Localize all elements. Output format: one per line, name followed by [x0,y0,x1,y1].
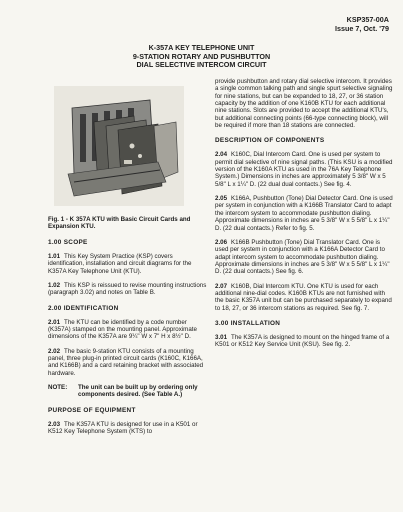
paragraph-2-05 [215,195,393,232]
paragraph-3-01 [215,334,393,349]
paragraph-number: 2.05 [215,195,228,203]
left-column [48,86,208,442]
figure-caption: Fig. 1 - K 357A KTU with Basic Circuit Cards and Expansion KTU. [48,216,191,231]
note-text: The unit can be built up by ordering only components desired. (See Table A.) [78,383,198,399]
paragraph-1-01 [48,253,208,275]
paragraph-2-01 [48,319,208,341]
right-column [215,78,393,356]
paragraph-2-03 [48,421,208,436]
issue-date: Issue 7, Oct. '79 [334,23,389,33]
title-line-3: DIAL SELECTIVE INTERCOM CIRCUIT [136,60,267,69]
paragraph-2-02 [48,348,208,377]
paragraph-text: The basic 9-station KTU consists of a mounting panel, three plug-in printed circuit cards (K160C, K166A, and K166B) and a card retaining bracket with associated hardware. [48,347,204,377]
paragraph-number: 2.06 [215,238,228,246]
paragraph-number: 3.01 [215,333,228,341]
paragraph-1-02 [48,282,208,297]
paragraph-text: The KTU can be identified by a code number (K357A) stamped on the mounting panel. Approximate dimensions of the K357A are 9¼" W x 7" H x 8½" D. [48,318,197,341]
paragraph-text: K166A, Pushbutton (Tone) Dial Detector Card. One is used per system in conjunction with a K166B Translator Card to adapt the intercom system to accommodate pushbutton dialing. Approximate dimensions in inches are 5 3/8" W x 5 5/8" L x 1¼" D. (22 dual contacts.) Refer to fig. 5. [215,195,393,232]
note-label: NOTE: [48,383,68,391]
note-block [48,384,208,399]
ktu-photo-image [54,86,184,206]
paragraph-text: The K357A is designed to mount on the hinged frame of a K501 or K512 Key Service Unit (KSU). See fig. 2. [215,333,390,349]
paragraph-text: K160B, Dial Intercom KTU. One KTU is used for each additional nine-dial codes. K160B KTUs are not furnished with the basic K357A unit but can be purchased separately to expand to 18, 27, or 36 intercom stations as required. See fig. 7. [215,282,392,312]
paragraph-number: 2.04 [215,151,228,159]
section-heading-purpose: PURPOSE OF EQUIPMENT [48,406,136,414]
paragraph-number: 1.01 [48,252,61,260]
document-header [335,16,389,33]
paragraph-text: K160C, Dial Intercom Card. One is used per system to permit dial selective of nine signal paths. (This KSU is a modified version of the K160A KTU as used in the 76A Key Telephone System.) Dimensions in inches are approximately 5 3/8" W x 5 5/8" L x 1¼" D. (22 dual dual contacts.) See fig. 4. [215,151,393,188]
paragraph-2-04 [215,151,393,188]
title-line-2: 9-STATION ROTARY AND PUSHBUTTON [132,51,271,61]
paragraph-text: This Key System Practice (KSP) covers identification, installation and circuit diagrams for the K357A Key Telephone Unit (KTU). [48,252,192,275]
paragraph-text: K166B Pushbutton (Tone) Dial Translator Card. One is used per system in conjunction with a K166A Detector Card to adapt intercom system to accommodate pushbutton dialing. Approximate dimensions in inches are 5 3/8" W x 5 5/8" L x 1¼" D. (22 dual contacts.) See fig. 6. [215,238,390,276]
paragraph-number: 2.03 [48,420,61,428]
title-line-1: K-357A KEY TELEPHONE UNIT [148,43,255,52]
document-title [0,44,403,70]
paragraph-text: This KSP is reissued to revise mounting instructions (paragraph 3.02) and notes on Table B. [48,281,207,297]
section-heading-components: DESCRIPTION OF COMPONENTS [215,137,325,145]
paragraph-2-07 [215,283,393,312]
paragraph-text: The K357A KTU is designed for use in a K501 or K512 Key Telephone System (KTS) to [48,420,198,435]
paragraph-number: 2.07 [215,282,228,290]
paragraph-number: 2.02 [48,347,61,355]
section-heading-installation: 3.00 INSTALLATION [215,319,281,327]
ktu-photo [54,86,184,206]
section-heading-identification: 2.00 IDENTIFICATION [48,304,119,312]
paragraph-2-06 [215,239,393,276]
paragraph-number: 1.02 [48,281,61,289]
paragraph-2-03-continued: provide pushbutton and rotary dial selective intercom. It provides a single common talking path and single spurt selective signaling for nine stations, but can be expanded to 18, 27, or 36 station capacity by the addition of one K160B KTU for each additional nine stations. Slots are provided to accept the additional KTU's, but additional connecting points (66-type connecting block), will be required if more than 18 stations are connected. [215,78,393,130]
document-id: KSP357-00A [346,15,389,24]
paragraph-number: 2.01 [48,318,61,326]
section-heading-scope: 1.00 SCOPE [48,238,88,246]
